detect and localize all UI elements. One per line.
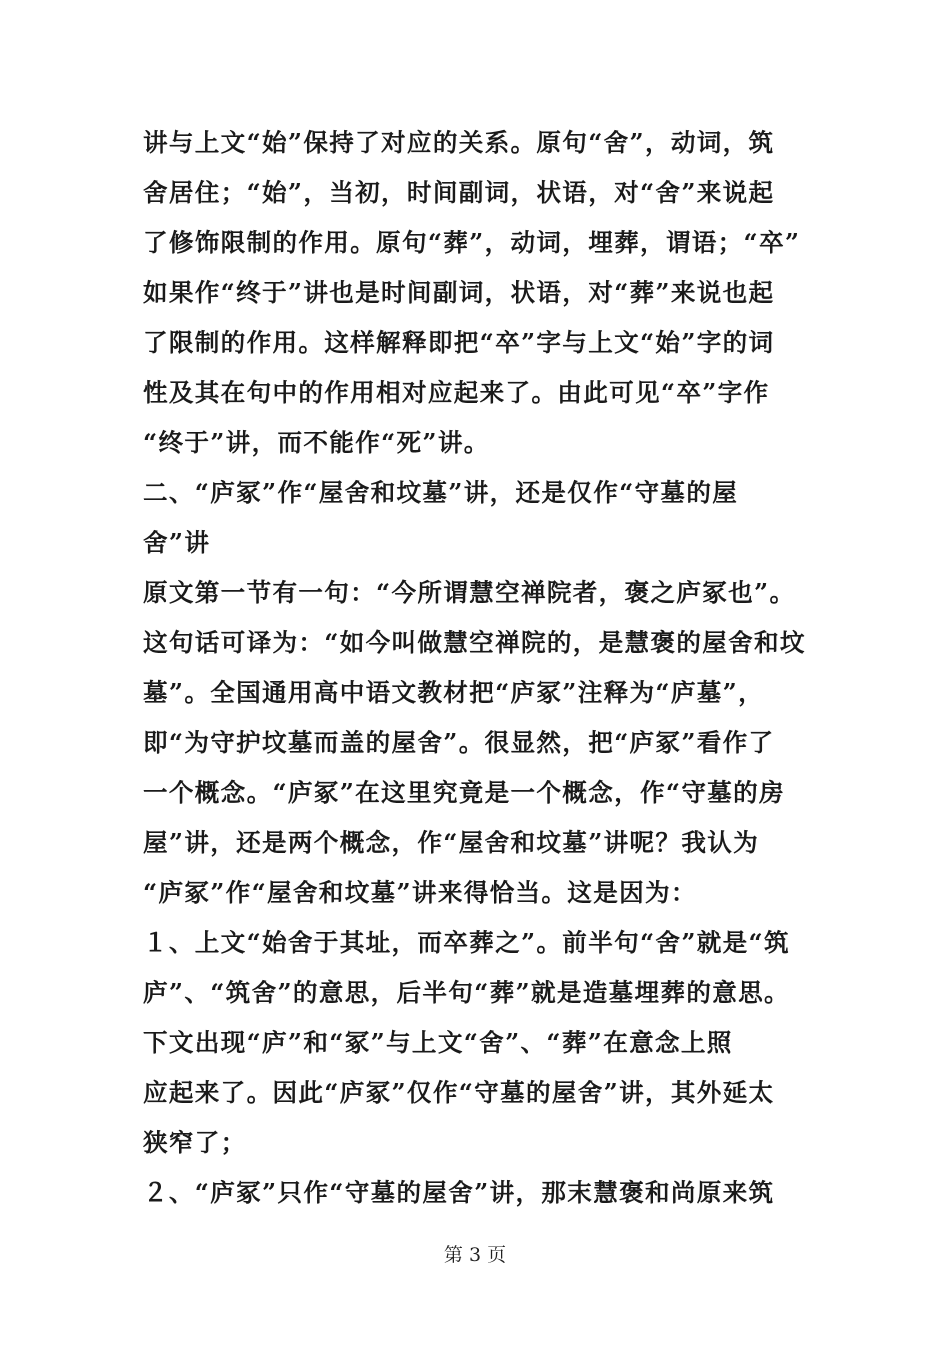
text-line: 这句话可译为：“如今叫做慧空禅院的，是慧褒的屋舍和坟 bbox=[143, 628, 806, 657]
list-item-line: 庐”、“筑舍”的意思，后半句“葬”就是造墓埋葬的意思。 bbox=[143, 978, 790, 1007]
text-line: 墓”。全国通用高中语文教材把“庐冢”注释为“庐墓”， bbox=[143, 678, 765, 707]
page-number: 第 3 页 bbox=[443, 1244, 507, 1266]
text-line: 如果作“终于”讲也是时间副词，状语，对“葬”来说也起 bbox=[143, 278, 775, 307]
text-line: 了限制的作用。这样解释即把“卒”字与上文“始”字的词 bbox=[143, 328, 775, 357]
text-line: 了修饰限制的作用。原句“葬”，动词，埋葬，谓语；“卒” bbox=[143, 228, 801, 257]
text-line: 即“为守护坟墓而盖的屋舍”。很显然，把“庐冢”看作了 bbox=[143, 728, 775, 757]
text-line: 屋”讲，还是两个概念，作“屋舍和坟墓”讲呢？我认为 bbox=[143, 828, 760, 857]
text-line: “庐冢”作“屋舍和坟墓”讲来得恰当。这是因为： bbox=[143, 878, 697, 907]
text-line: 讲与上文“始”保持了对应的关系。原句“舍”，动词，筑 bbox=[143, 128, 775, 157]
text-line: “终于”讲，而不能作“死”讲。 bbox=[143, 428, 490, 457]
section-heading-line: 舍”讲 bbox=[143, 528, 211, 557]
section-heading-line: 二、“庐冢”作“屋舍和坟墓”讲，还是仅作“守墓的屋 bbox=[143, 478, 739, 507]
text-line: 性及其在句中的作用相对应起来了。由此可见“卒”字作 bbox=[143, 378, 770, 407]
list-item-line: 狭窄了； bbox=[143, 1128, 247, 1157]
list-item-line: 下文出现“庐”和“冢”与上文“舍”、“葬”在意念上照 bbox=[143, 1028, 733, 1057]
list-item-line: 应起来了。因此“庐冢”仅作“守墓的屋舍”讲，其外延太 bbox=[143, 1078, 775, 1107]
list-item-line: １、上文“始舍于其址，而卒葬之”。前半句“舍”就是“筑 bbox=[143, 928, 790, 957]
text-line: 一个概念。“庐冢”在这里究竟是一个概念，作“守墓的房 bbox=[143, 778, 785, 807]
text-line: 舍居住；“始”，当初，时间副词，状语，对“舍”来说起 bbox=[143, 178, 775, 207]
text-line: 原文第一节有一句：“今所谓慧空禅院者，褒之庐冢也”。 bbox=[143, 578, 796, 607]
body-text bbox=[143, 118, 813, 1218]
list-item-line: ２、“庐冢”只作“守墓的屋舍”讲，那末慧褒和尚原来筑 bbox=[143, 1178, 775, 1207]
